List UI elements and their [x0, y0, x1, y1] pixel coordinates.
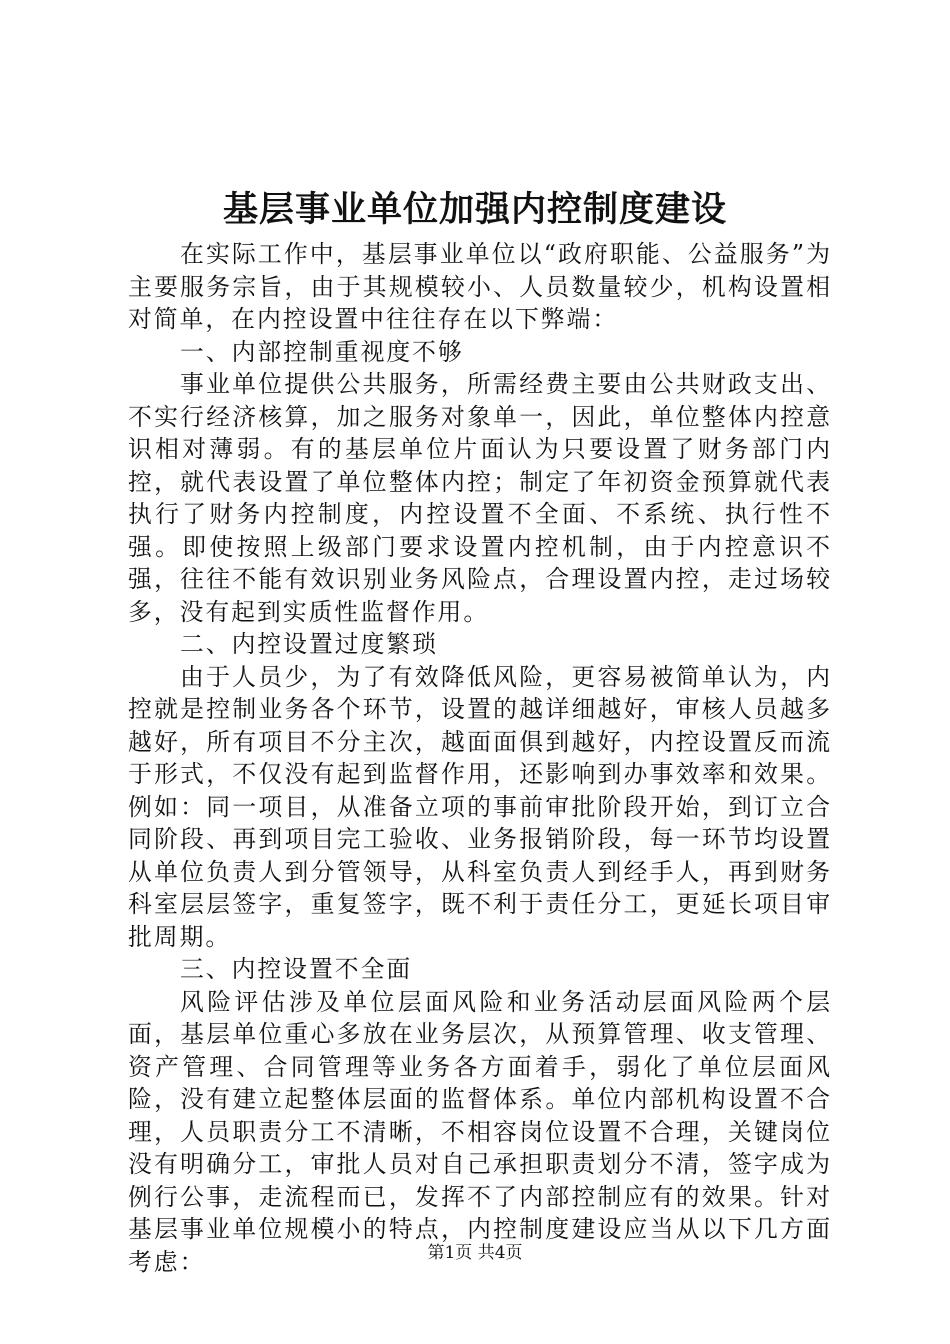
body-paragraph: 由于人员少，为了有效降低风险，更容易被简单认为，内控就是控制业务各个环节，设置的越详细越好，审核人员越多越好，所有项目不分主次，越面面俱到越好，内控设置反而流于形式，不仅没有起到监督作用，还影响到办事效率和效果。例如：同一项目，从准备立项的事前审批阶段开始，到订立合同阶段、再到项目完工验收、业务报销阶段，每一环节均设置从单位负责人到分管领导，从科室负责人到经手人，再到财务科室层层签字，重复签字，既不利于责任分工，更延长项目审批周期。 — [128, 662, 832, 951]
section-heading: 三、内控设置不全面 — [180, 955, 413, 983]
body-paragraph: 在实际工作中，基层事业单位以“政府职能、公益服务”为主要服务宗旨，由于其规模较小、人员数量较少，机构设置相对简单，在内控设置中往往存在以下弊端： — [128, 240, 832, 333]
body-paragraph: 风险评估涉及单位层面风险和业务活动层面风险两个层面，基层单位重心多放在业务层次，从预算管理、收支管理、资产管理、合同管理等业务各方面着手，弱化了单位层面风险，没有建立起整体层面的监督体系。单位内部机构设置不合理，人员职责分工不清晰，不相容岗位设置不合理，关键岗位没有明确分工，审批人员对自己承担职责划分不清，签字成为例行公事，走流程而已，发挥不了内部控制应有的效果。针对基层事业单位规模小的特点，内控制度建设应当从以下几方面考虑： — [128, 987, 832, 1276]
document-title: 基层事业单位加强内控制度建设 — [222, 189, 727, 230]
section-heading: 一、内部控制重视度不够 — [180, 337, 464, 366]
body-paragraph: 事业单位提供公共服务，所需经费主要由公共财政支出、不实行经济核算，加之服务对象单一，因此，单位整体内控意识相对薄弱。有的基层单位片面认为只要设置了财务部门内控，就代表设置了单位整体内控；制定了年初资金预算就代表执行了财务内控制度，内控设置不全面、不系统、执行性不强。即使按照上级部门要求设置内控机制，由于内控意识不强，往往不能有效识别业务风险点，合理设置内控，走过场较多，没有起到实质性监督作用。 — [128, 370, 832, 626]
page-footer — [0, 1241, 950, 1265]
document-body — [128, 238, 832, 1278]
page-number-label: 第1页 共4页 — [427, 1243, 523, 1263]
section-heading: 二、内控设置过度繁琐 — [180, 630, 438, 658]
